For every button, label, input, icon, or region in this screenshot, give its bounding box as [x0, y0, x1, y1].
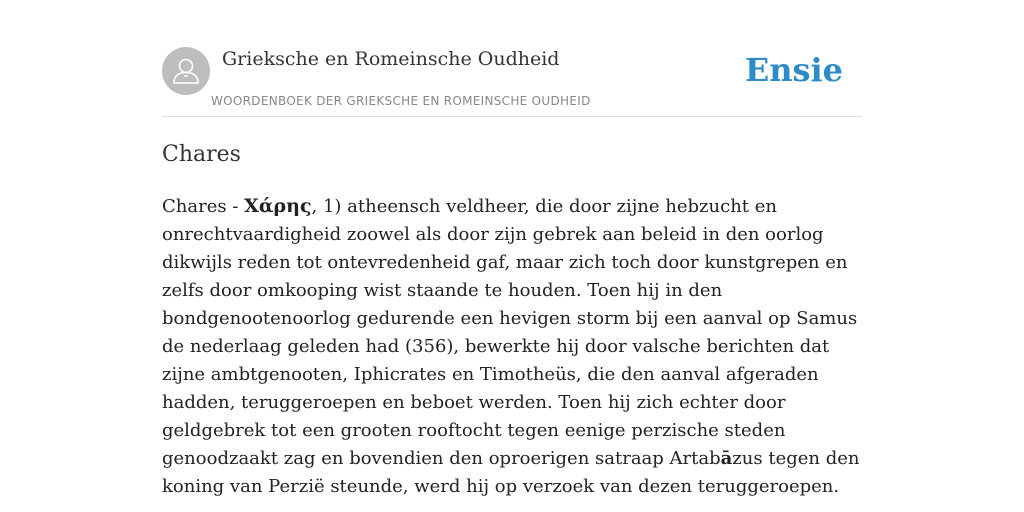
- entry-body: [162, 192, 862, 501]
- avatar[interactable]: [162, 47, 210, 95]
- entry-text-part1: , 1) atheensch veldheer, die door zijne hebzucht en onrechtvaardigheid zoowel als door zijn gebrek aan beleid in den oorlog dikwijls reden tot ontevredenheid gaf, maar zich toch door kunstgrepen en zelfs door omkooping wist staande te houden. Toen hij in den bondgenootenoorlog gedurende een hevigen storm bij een aanval op Samus de nederlaag geleden had (356), bewerkte hij door valsche berichten dat zijne ambtgenooten, Iphicrates en Timotheüs, die den aanval afgeraden hadden, teruggeroepen en beboet werden. Toen hij zich echter door geldgebrek tot een grooten rooftocht tegen eenige perzische steden genoodzaakt zag en bovendien den oproerigen satraap Artab: [162, 196, 858, 469]
- brand-logo[interactable]: Ensie: [744, 51, 843, 89]
- site-header: [162, 46, 862, 117]
- site-title[interactable]: Grieksche en Romeinsche Oudheid: [222, 48, 560, 70]
- entry-separator: -: [226, 196, 245, 217]
- page-title: Chares: [162, 142, 241, 167]
- entry-headword: Chares: [162, 196, 227, 217]
- entry-long-a: ā: [720, 448, 733, 469]
- entry-text-part2: zus tegen den koning van Perzië steunde, werd hij op verzoek van dezen teruggeroepen.: [162, 448, 860, 497]
- greek-term: Χάρης: [244, 195, 312, 217]
- user-icon: [162, 47, 210, 95]
- site-subtitle: WOORDENBOEK DER GRIEKSCHE EN ROMEINSCHE OUDHEID: [211, 94, 591, 108]
